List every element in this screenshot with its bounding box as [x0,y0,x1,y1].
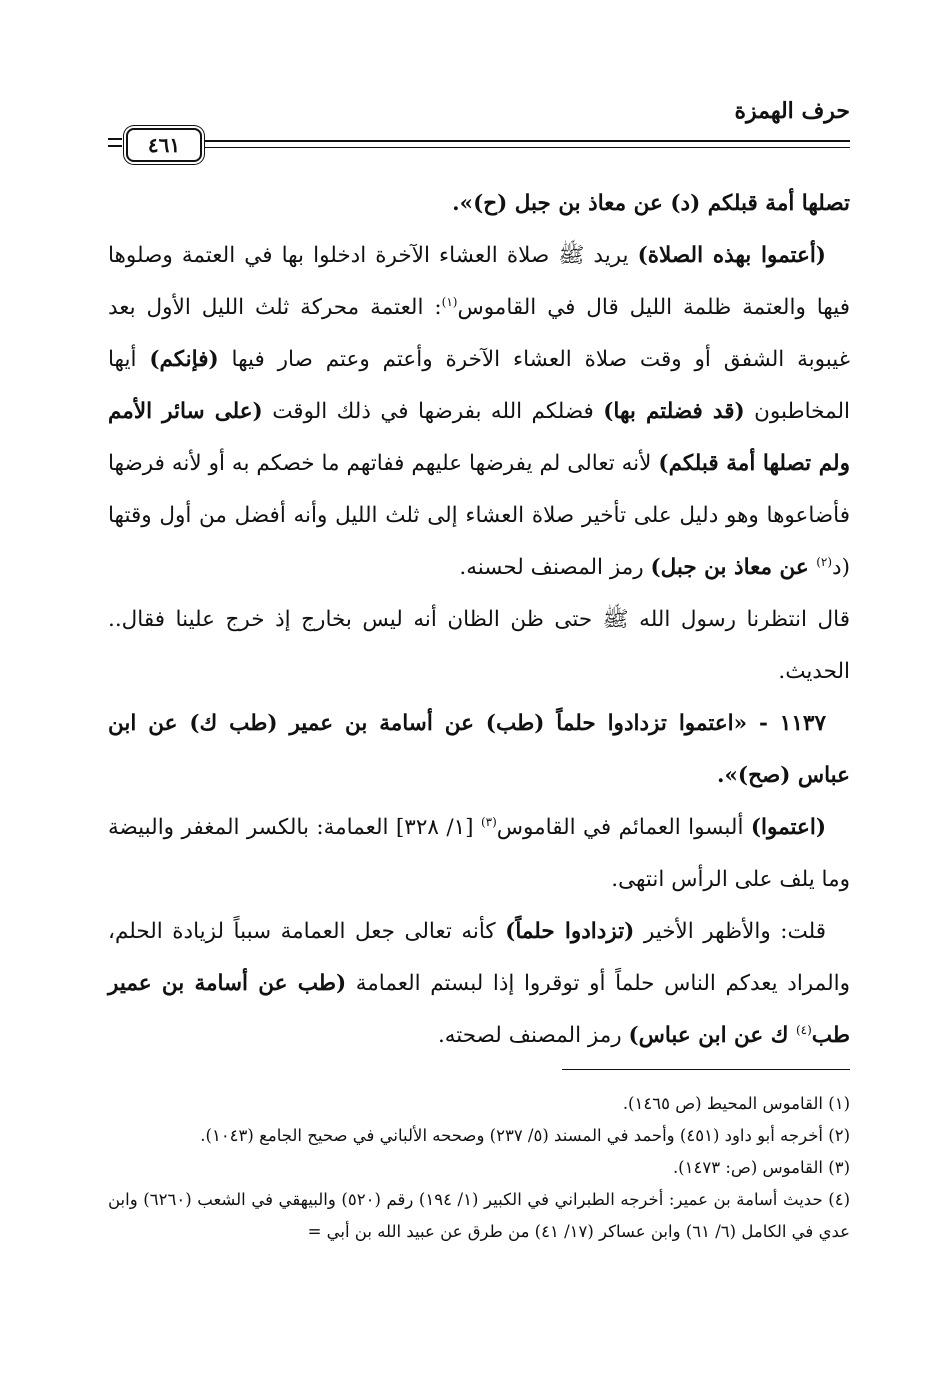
plain-text: ألبسوا العمائم في القاموس [496,815,751,840]
book-page [108,0,850,1379]
bold-text: (فإنكم) [149,347,219,372]
plain-text: رمز المصنف لصحته. [437,1023,629,1048]
plain-text: فضلكم الله بفرضها في ذلك الوقت [262,399,604,424]
footnote-ref[interactable]: (١) [441,294,458,309]
plain-text: أيها المخاطبون [108,347,850,424]
footnote: (٢) أخرجه أبو داود (٤٥١) وأحمد في المسند (٥/ ٢٣٧) وصححه الألباني في صحيح الجامع (١٠٤٣). [200,1126,850,1145]
footnote-separator [562,1069,850,1070]
chapter-title: حرف الهمزة [734,98,850,124]
bold-text: (قد فضلتم بها) [603,399,745,424]
plain-text: : العتمة محركة ثلث الليل الأول بعد غيبوبة الشفق أو وقت صلاة العشاء الآخرة وأعتم وعتم صار فيها [108,295,850,372]
footnote: (٣) القاموس (ص: ١٤٧٣). [672,1158,850,1177]
plain-text: لأنه تعالى لم يفرضها عليهم ففاتهم ما خصكم به أو لأنه فرضها فأضاعوها وهو دليل على تأخير صلاة العشاء إلى ثلث الليل وأنه أفضل من أول وقتها (د [108,451,850,580]
plain-text: كأنه تعالى جعل العمامة سبباً لزيادة الحلم، والمراد يعدكم الناس حلماً أو توقروا إذا لبستم العمامة [108,919,850,996]
bold-text: (طب عن أسامة بن عمير طب [108,971,850,1048]
hadith-heading [108,698,850,802]
page-dash [108,145,122,147]
paragraph [108,802,850,906]
bold-text: عن معاذ بن جبل) [650,555,817,580]
header-rule [203,140,850,142]
bold-text: ١١٣٧ - «اعتموا تزدادوا حلماً (طب) عن أسامة بن عمير (طب ك) عن ابن عباس (صح)». [108,711,850,788]
plain-text: [١/ ٣٢٨] العمامة: بالكسر المغفر والبيضة وما يلف على الرأس انتهى. [108,815,850,892]
bold-text: (اعتموا) [750,815,827,840]
bold-text: (أعتموا بهذه الصلاة) [637,243,826,268]
paragraph [108,230,850,594]
bold-text: (على سائر الأمم ولم تصلها أمة قبلكم) [108,399,850,476]
page-dash [108,138,122,140]
footnote-ref[interactable]: (٣) [480,814,497,829]
footnotes [108,1088,850,1248]
bold-text: تصلها أمة قبلكم (د) عن معاذ بن جبل (ح)». [452,191,850,216]
header-rule-thin [203,147,850,148]
paragraph [108,178,850,230]
paragraph: قال انتظرنا رسول الله ﷺ حتى ظن الظان أنه ليس بخارج إذ خرج علينا فقال.. الحديث. [108,607,850,684]
page-number: ٤٦١ [126,128,202,162]
page-header [108,98,850,158]
footnote-ref[interactable]: (٢) [816,554,833,569]
footnote: (٤) حديث أسامة بن عمير: أخرجه الطبراني في الكبير (١/ ١٩٤) رقم (٥٢٠) والبيهقي في الشعب (٦٢٦٠) وابن عدي في الكامل (٦/ ٦١) وابن عساكر (١٧/ ٤١) من طرق عن عبيد الله بن أبي = [108,1190,850,1241]
paragraph [108,906,850,1062]
footnote-ref[interactable]: (٤) [795,1022,812,1037]
bold-text: ك عن ابن عباس) [628,1023,796,1048]
plain-text: يريد ﷺ صلاة العشاء الآخرة ادخلوا بها في العتمة وصلوها فيها والعتمة ظلمة الليل قال في القاموس [108,243,850,320]
body-text [108,178,850,1062]
plain-text: رمز المصنف لحسنه. [459,555,651,580]
bold-text: (تزدادوا حلماً) [505,919,635,944]
footnote: (١) القاموس المحيط (ص ١٤٦٥). [622,1094,850,1113]
plain-text: قلت: والأظهر الأخير [634,919,826,944]
